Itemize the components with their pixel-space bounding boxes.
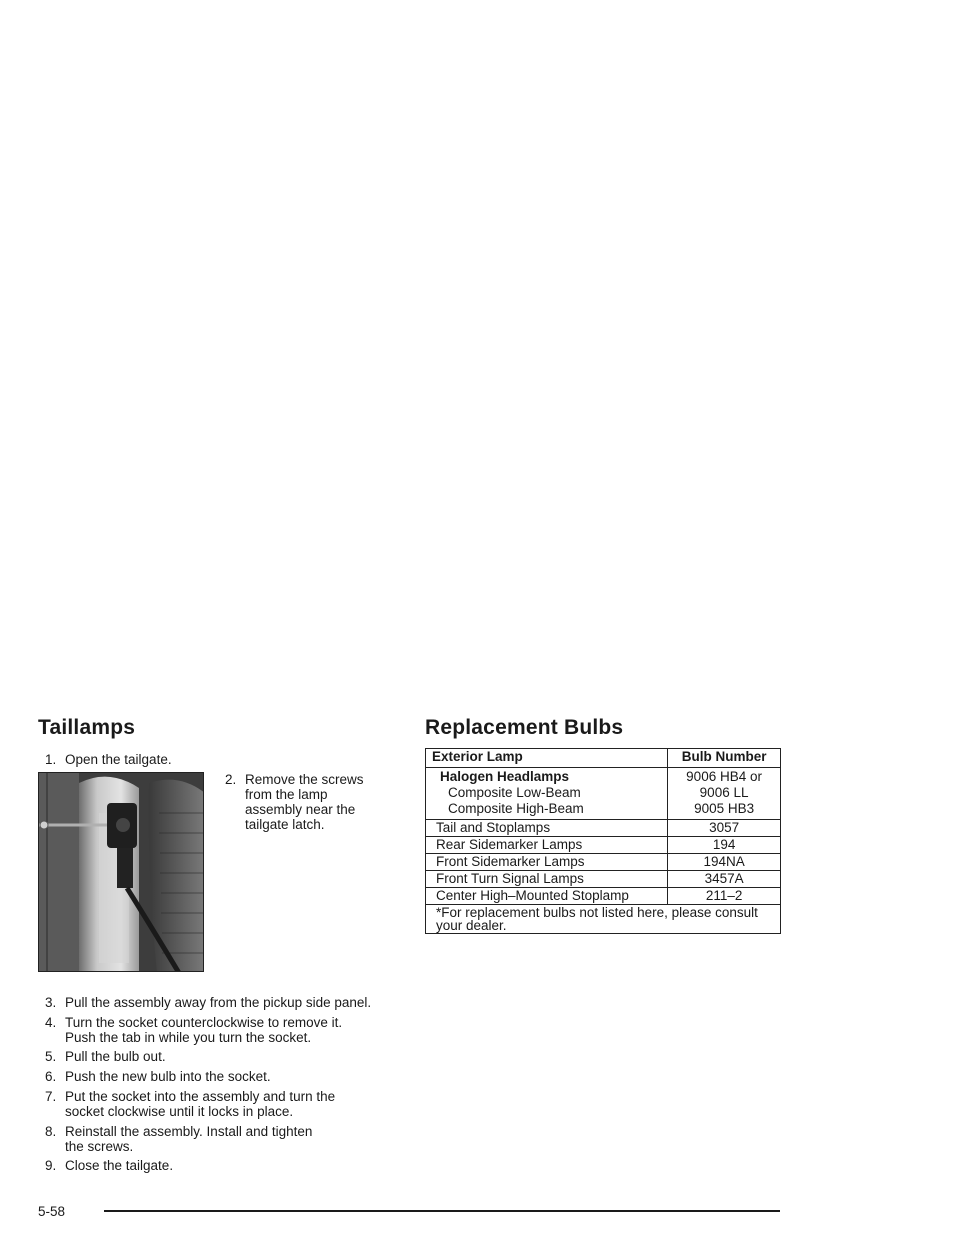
step-text: Open the tailgate.: [65, 752, 172, 767]
table-row: [426, 854, 781, 871]
step-text: Reinstall the assembly. Install and tighten the screws.: [65, 1124, 313, 1154]
table-row: [426, 837, 781, 854]
lamp-cell: Front Turn Signal Lamps: [426, 871, 668, 888]
step-number: 5.: [45, 1049, 57, 1064]
table-footnote-row: [426, 905, 781, 934]
low-beam-label: Composite Low-Beam: [448, 785, 581, 800]
step-text: Pull the assembly away from the pickup side panel.: [65, 995, 372, 1010]
bulb-cell: 194: [668, 837, 781, 854]
step-text: Close the tailgate.: [65, 1158, 174, 1173]
step-number: 6.: [45, 1069, 57, 1084]
step-text: Put the socket into the assembly and turn the socket clockwise until it locks in place.: [65, 1089, 336, 1119]
page-number: 5-58: [38, 1204, 66, 1219]
step-text: Pull the bulb out.: [65, 1049, 166, 1064]
bulb-cell: 9006 HB4 or 9006 LL 9005 HB3: [668, 768, 781, 820]
step-text: Remove the screws from the lamp assembly near the tailgate latch.: [245, 772, 364, 832]
halogen-headlamps-label: Halogen Headlamps: [440, 769, 570, 784]
step-number: 8.: [45, 1124, 57, 1139]
step-number: 4.: [45, 1015, 57, 1030]
step-number: 7.: [45, 1089, 57, 1104]
step-number: 9.: [45, 1158, 57, 1173]
exterior-lamp-header: Exterior Lamp: [426, 749, 668, 768]
replacement-bulbs-heading: Replacement Bulbs: [425, 716, 624, 739]
table-row: [426, 888, 781, 905]
lamp-cell: Center High–Mounted Stoplamp: [426, 888, 668, 905]
bulb-cell: 3057: [668, 820, 781, 837]
footer-rule: [104, 1210, 780, 1212]
lamp-cell: Front Sidemarker Lamps: [426, 854, 668, 871]
step-text: Push the new bulb into the socket.: [65, 1069, 271, 1084]
step-number: 3.: [45, 995, 57, 1010]
footnote: *For replacement bulbs not listed here, please consult your dealer.: [426, 905, 781, 934]
taillamps-heading: Taillamps: [38, 716, 136, 739]
high-beam-label: Composite High-Beam: [448, 801, 584, 816]
lamp-cell: [426, 768, 668, 820]
step-number: 1.: [45, 752, 57, 767]
step-number: 2.: [225, 772, 237, 787]
bulb-cell: 194NA: [668, 854, 781, 871]
bulb-table: [425, 748, 781, 934]
bulb-cell: 3457A: [668, 871, 781, 888]
table-header-row: [426, 749, 781, 768]
table-row: [426, 768, 781, 820]
step-text: Turn the socket counterclockwise to remove it. Push the tab in while you turn the socket.: [65, 1015, 343, 1045]
taillamp-photo: [38, 772, 204, 972]
bulb-cell: 211–2: [668, 888, 781, 905]
lamp-cell: Tail and Stoplamps: [426, 820, 668, 837]
table-row: [426, 871, 781, 888]
table-row: [426, 820, 781, 837]
lamp-cell: Rear Sidemarker Lamps: [426, 837, 668, 854]
bulb-number-header: Bulb Number: [668, 749, 781, 768]
